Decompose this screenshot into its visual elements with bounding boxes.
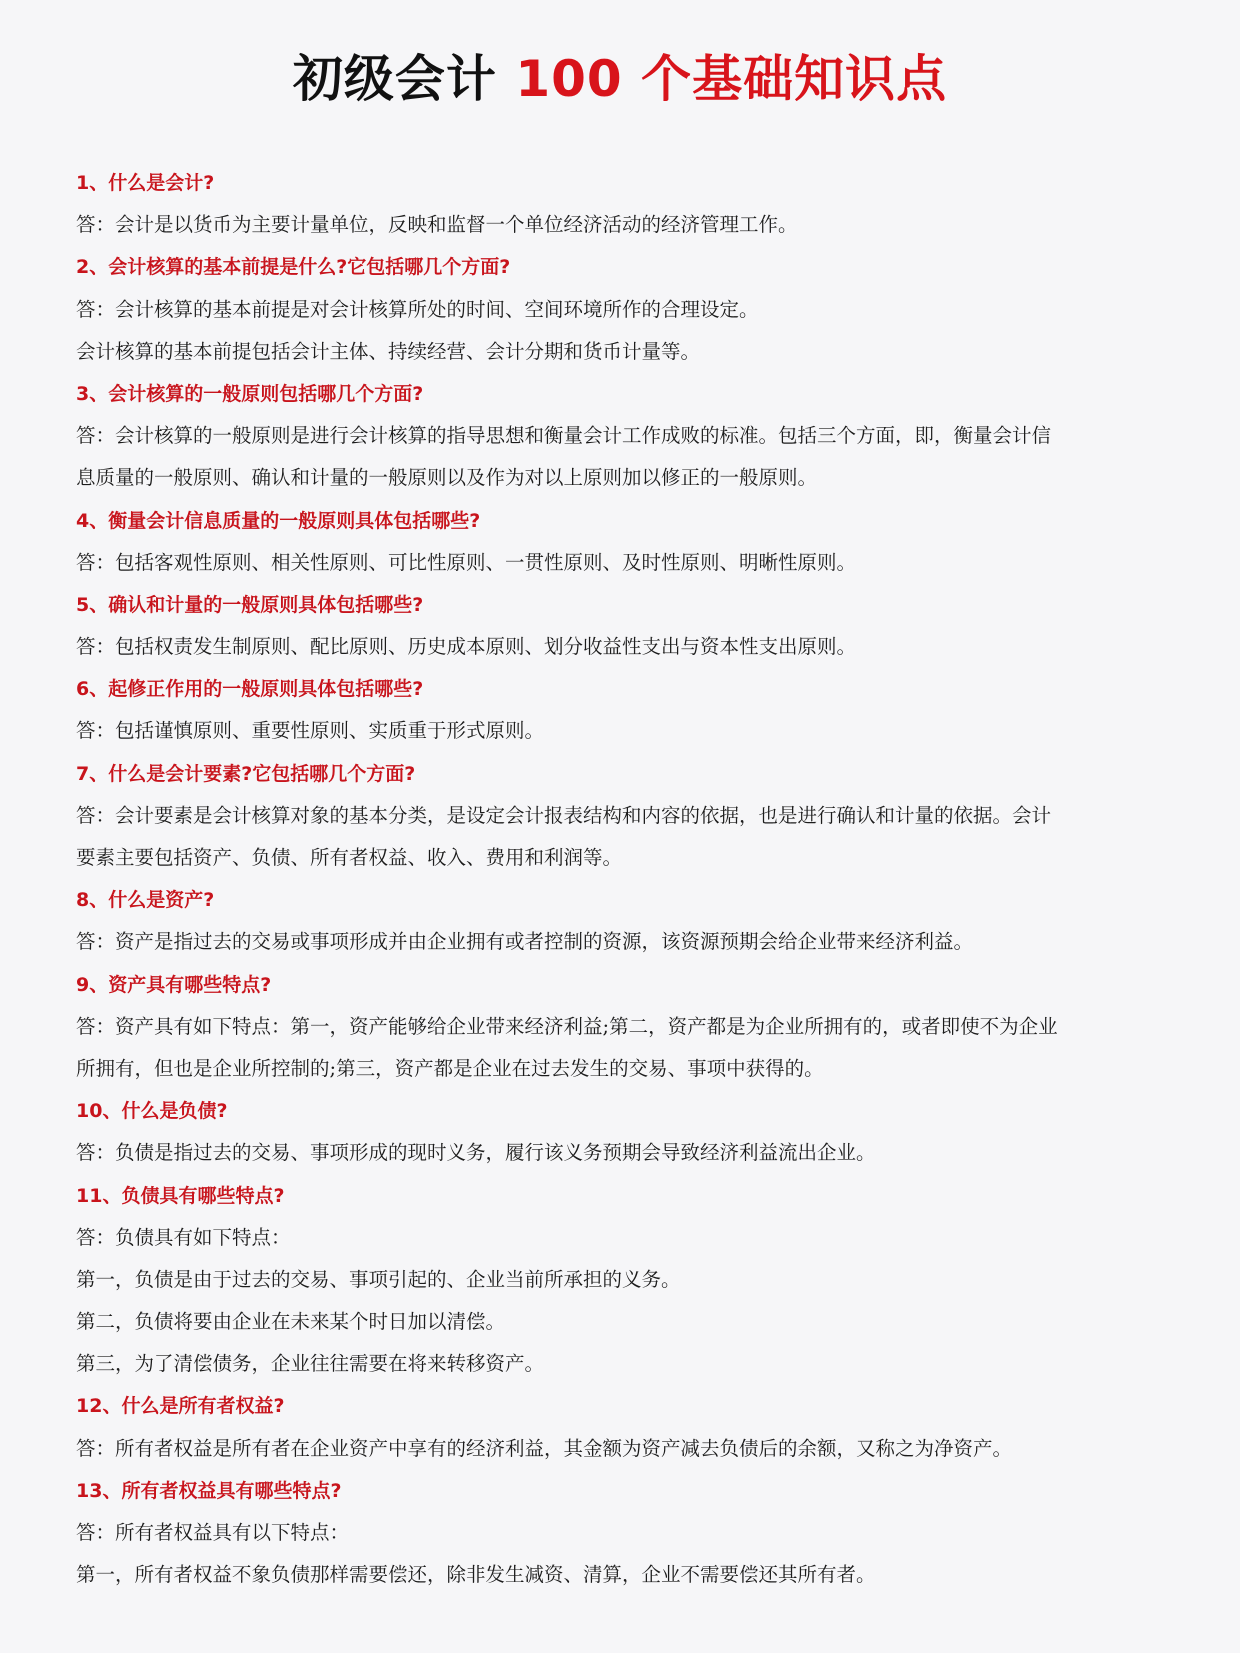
answer-text: 会计核算的基本前提包括会计主体、持续经营、会计分期和货币计量等。 <box>76 339 701 363</box>
question-heading: 8、什么是资产? <box>76 889 215 912</box>
answer-text: 答：负债是指过去的交易、事项形成的现时义务，履行该义务预期会导致经济利益流出企业。 <box>76 1141 876 1165</box>
question-heading: 6、起修正作用的一般原则具体包括哪些? <box>76 678 424 701</box>
question-heading: 3、会计核算的一般原则包括哪几个方面? <box>76 382 424 405</box>
question-heading: 13、所有者权益具有哪些特点? <box>76 1479 342 1502</box>
question-heading: 2、会计核算的基本前提是什么?它包括哪几个方面? <box>76 256 511 279</box>
answer-text: 答：包括权责发生制原则、配比原则、历史成本原则、划分收益性支出与资本性支出原则。 <box>76 635 857 659</box>
answer-text: 答：包括谨慎原则、重要性原则、实质重于形式原则。 <box>76 719 545 743</box>
question-heading: 7、什么是会计要素?它包括哪几个方面? <box>76 762 416 785</box>
question-heading: 9、资产具有哪些特点? <box>76 973 272 996</box>
answer-text: 答：会计要素是会计核算对象的基本分类，是设定会计报表结构和内容的依据，也是进行确认和计量的依据。会计 <box>76 803 1052 827</box>
title-main: 初级会计 <box>292 50 497 108</box>
answer-text: 答：负债具有如下特点： <box>76 1225 291 1249</box>
answer-text: 第一，负债是由于过去的交易、事项引起的、企业当前所承担的义务。 <box>76 1267 681 1291</box>
answer-text: 答：包括客观性原则、相关性原则、可比性原则、一贯性原则、及时性原则、明晰性原则。 <box>76 550 857 574</box>
answer-text: 答：资产具有如下特点：第一，资产能够给企业带来经济利益;第二，资产都是为企业所拥有的，或者即使不为企业 <box>76 1014 1058 1038</box>
answer-text: 答：所有者权益具有以下特点： <box>76 1521 350 1544</box>
answer-text: 答：会计核算的一般原则是进行会计核算的指导思想和衡量会计工作成败的标准。包括三个方面，即，衡量会计信 <box>76 424 1052 448</box>
title-accent: 100 个基础知识点 <box>515 50 948 108</box>
question-heading: 4、衡量会计信息质量的一般原则具体包括哪些? <box>76 509 481 532</box>
qa-content <box>76 162 1176 1596</box>
question-heading: 5、确认和计量的一般原则具体包括哪些? <box>76 593 424 616</box>
answer-text: 第一，所有者权益不象负债那样需要偿还，除非发生减资、清算，企业不需要偿还其所有者。 <box>76 1563 876 1587</box>
answer-text: 要素主要包括资产、负债、所有者权益、收入、费用和利润等。 <box>76 846 623 869</box>
question-heading: 11、负债具有哪些特点? <box>76 1184 285 1207</box>
answer-text: 第二，负债将要由企业在未来某个时日加以清偿。 <box>76 1310 506 1334</box>
page-title <box>0 48 1240 110</box>
answer-text: 答：资产是指过去的交易或事项形成并由企业拥有或者控制的资源，该资源预期会给企业带来经济利益。 <box>76 930 974 954</box>
answer-text: 息质量的一般原则、确认和计量的一般原则以及作为对以上原则加以修正的一般原则。 <box>76 466 818 490</box>
answer-text: 答：所有者权益是所有者在企业资产中享有的经济利益，其金额为资产减去负债后的余额，又称之为净资产。 <box>76 1436 1013 1460</box>
answer-text: 答：会计核算的基本前提是对会计核算所处的时间、空间环境所作的合理设定。 <box>76 297 759 321</box>
answer-text: 所拥有，但也是企业所控制的;第三，资产都是企业在过去发生的交易、事项中获得的。 <box>76 1056 824 1080</box>
answer-text: 第三，为了清偿债务，企业往往需要在将来转移资产。 <box>76 1352 545 1376</box>
question-heading: 10、什么是负债? <box>76 1100 228 1123</box>
question-heading: 12、什么是所有者权益? <box>76 1395 285 1418</box>
question-heading: 1、什么是会计? <box>76 172 215 194</box>
answer-text: 答：会计是以货币为主要计量单位，反映和监督一个单位经济活动的经济管理工作。 <box>76 213 798 237</box>
